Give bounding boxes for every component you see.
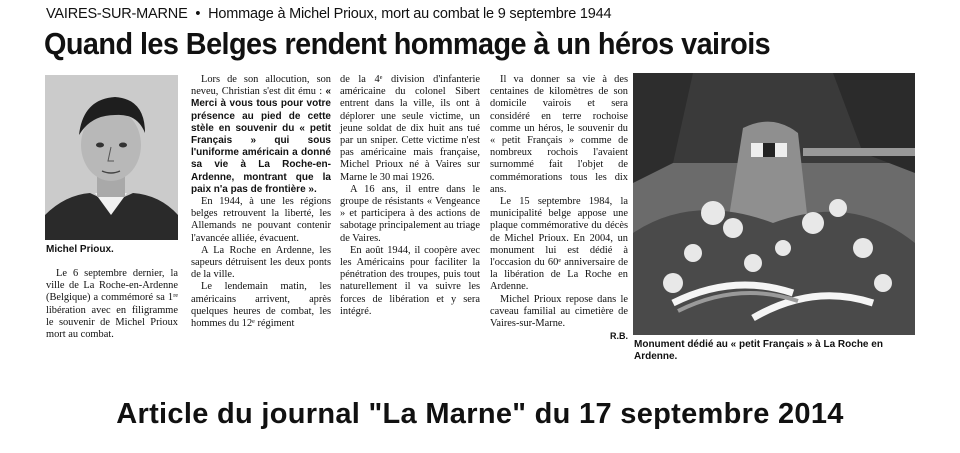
col2-paragraph-3: A La Roche en Ardenne, les sapeurs détruisent les deux ponts de la ville. [191,244,331,281]
footer-source-note: Article du journal "La Marne" du 17 septembre 2014 [116,398,844,430]
article-signature: R.B. [610,331,628,342]
column-1 [46,268,178,341]
article-kicker [46,6,611,22]
col3-paragraph-1: de la 4ᵉ division d'infanterie américaine du colonel Sibert entrent dans la ville, ils ont à déplorer une seule victime, un jeune soldat de dix huit ans tué par un sniper. Cette victime n'est pas américaine mais française, Michel Prioux né à Vaires sur Marne le 30 mai 1926. [340,74,480,183]
col3-paragraph-3: En août 1944, il coopère avec les Américains pour faciliter la pénétration des troupes, puis tout naturellement il va suivre les forces de libération et y sera intégré. [340,244,480,317]
col3-paragraph-2: A 16 ans, il entre dans le groupe de résistants « Vengeance » et participera à des actions de sabotage principalement au triage de Vaires. [340,183,480,244]
column-3 [340,74,480,318]
memorial-caption: Monument dédié au « petit Français » à La Roche en Ardenne. [634,339,883,362]
article-headline: Quand les Belges rendent hommage à un héros vairois [44,26,771,61]
col4-paragraph-3: Michel Prioux repose dans le caveau familial au cimetière de Vaires-sur-Marne. [490,293,628,330]
kicker-place: VAIRES-SUR-MARNE [46,6,188,22]
column-2 [191,74,331,330]
col2-paragraph-1-intro: Lors de son allocution, son neveu, Christian s'est dit ému : [191,74,331,98]
column-4 [490,74,628,342]
col4-paragraph-2: Le 15 septembre 1984, la municipalité belge appose une plaque commémorative du décès de Michel Prioux. En 2004, un monument lui est dédié à l'occasion du 60ᵉ anniversaire de la libération de La Roche en Ardenne. [490,196,628,293]
kicker-text: Hommage à Michel Prioux, mort au combat le 9 septembre 1944 [208,6,612,22]
col2-paragraph-2: En 1944, à une les régions belges retrouvent la liberté, les Allemands ne pouvant contenir l'avancée alliée, évacuent. [191,196,331,244]
col2-paragraph-1 [191,74,331,196]
col2-quote: « Merci à vous tous pour votre présence au pied de cette stèle en souvenir du « petit Français » qui sous l'uniforme américain a donné sa vie à La Roche-en-Ardenne, montrant que la paix n'a pas de frontière ». [191,86,331,195]
portrait-caption: Michel Prioux. [46,244,114,255]
memorial-photo [633,73,915,335]
kicker-bullet: • [195,6,201,22]
col1-paragraph-1: Le 6 septembre dernier, la ville de La Roche-en-Ardenne (Belgique) a commémoré sa 1ʳᵉ libération avec en filigramme le souvenir de Michel Prioux mort au combat. [46,268,178,341]
col4-paragraph-1: Il va donner sa vie à des centaines de kilomètres de son domicile vairois et sera considéré en terre rochoise comme un héros, le souvenir du « petit Français » comme de nombreux rochois l'avaient surnommé fait l'objet de commémorations tous les dix ans. [490,74,628,195]
col2-paragraph-4: Le lendemain matin, les américains arrivent, après quelques heures de combat, les hommes du 12ᵉ régiment [191,281,331,330]
portrait-photo [45,75,178,240]
